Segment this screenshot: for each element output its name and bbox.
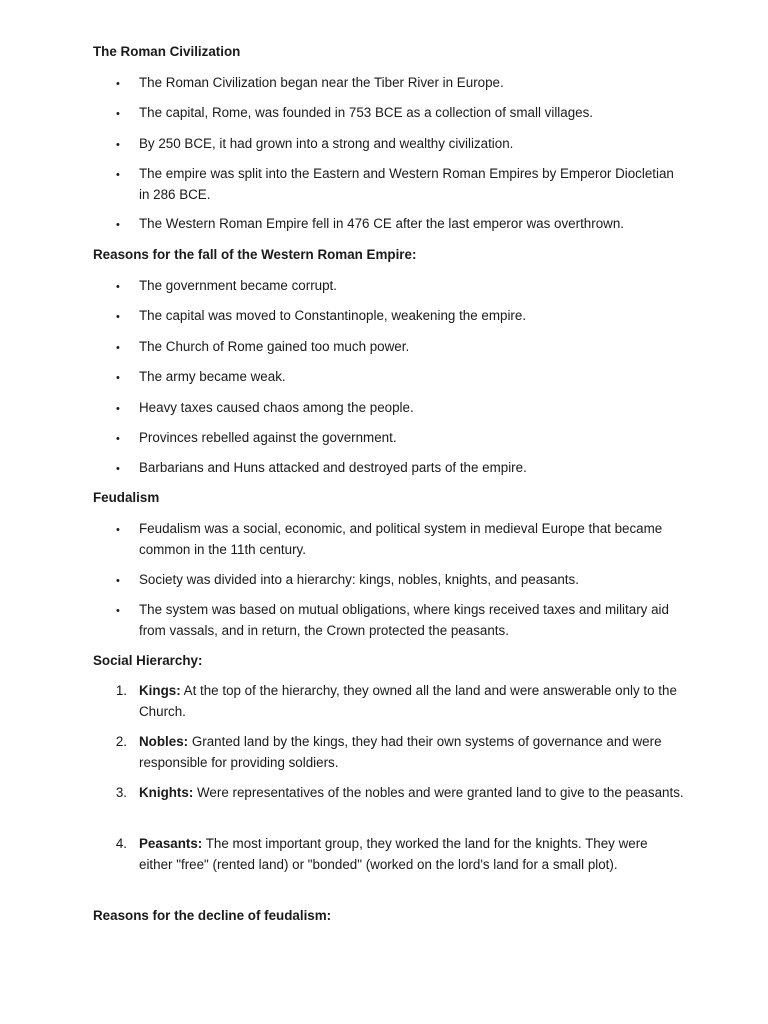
term-label: Nobles: (139, 734, 189, 749)
list-item-text: Kings: At the top of the hierarchy, they owned all the land and were answerable only to the Church. (139, 683, 677, 719)
heading-social-hierarchy: Social Hierarchy: (93, 653, 203, 668)
bullet-icon: • (116, 311, 120, 323)
bullet-icon: • (116, 342, 120, 354)
list-number: 2. (115, 734, 127, 749)
list-item-text: Society was divided into a hierarchy: kings, nobles, knights, and peasants. (139, 572, 579, 587)
bullet-icon: • (116, 524, 120, 536)
list-item-text: The army became weak. (139, 369, 286, 384)
list-item-text: Feudalism was a social, economic, and political system in medieval Europe that became common in the 11th century. (139, 521, 663, 557)
bullet-icon: • (116, 372, 120, 384)
list-item-text: The capital, Rome, was founded in 753 BCE as a collection of small villages. (139, 105, 594, 120)
bullet-icon: • (116, 575, 120, 587)
term-label: Peasants: (139, 836, 203, 851)
list-item-text: The system was based on mutual obligations, where kings received taxes and military aid from vassals, and in return, the Crown protected the peasants. (139, 602, 669, 638)
list-item-text: Heavy taxes caused chaos among the people. (139, 400, 414, 415)
list-item-text: By 250 BCE, it had grown into a strong and wealthy civilization. (139, 136, 514, 151)
heading-roman-civilization: The Roman Civilization (93, 44, 241, 59)
bullet-icon: • (116, 169, 120, 181)
list-item-text: The capital was moved to Constantinople, weakening the empire. (139, 308, 527, 323)
bullet-icon: • (116, 139, 120, 151)
term-label: Kings: (139, 683, 181, 698)
bullet-icon: • (116, 605, 120, 617)
heading-feudalism: Feudalism (93, 490, 160, 505)
list-item-text: Nobles: Granted land by the kings, they had their own systems of governance and were responsible for providing soldiers. (139, 734, 662, 770)
list-item-text: The Church of Rome gained too much power. (139, 339, 410, 354)
bullet-icon: • (116, 219, 120, 231)
list-item-text: The government became corrupt. (139, 278, 337, 293)
bullet-icon: • (116, 403, 120, 415)
list-item-text: Knights: Were representatives of the nobles and were granted land to give to the peasants. (139, 785, 684, 800)
list-item-text: Provinces rebelled against the government. (139, 430, 397, 445)
bullet-icon: • (116, 78, 120, 90)
list-number: 3. (115, 785, 127, 800)
list-number: 1. (115, 683, 127, 698)
heading-decline-of-feudalism: Reasons for the decline of feudalism: (93, 908, 332, 923)
list-item-text: Peasants: The most important group, they worked the land for the knights. They were either "free" (rented land) or "bonded" (worked on the lord's land for a small plot). (139, 836, 648, 872)
bullet-icon: • (116, 108, 120, 120)
list-item-text: Barbarians and Huns attacked and destroyed parts of the empire. (139, 460, 527, 475)
list-item-text: The Roman Civilization began near the Tiber River in Europe. (139, 75, 504, 90)
list-item-text: The empire was split into the Eastern and Western Roman Empires by Emperor Diocletian in 286 BCE. (139, 166, 674, 202)
bullet-icon: • (116, 463, 120, 475)
heading-fall-of-western-empire: Reasons for the fall of the Western Roman Empire: (93, 247, 417, 262)
bullet-icon: • (116, 433, 120, 445)
term-label: Knights: (139, 785, 194, 800)
bullet-icon: • (116, 281, 120, 293)
list-item-text: The Western Roman Empire fell in 476 CE after the last emperor was overthrown. (139, 216, 624, 231)
list-number: 4. (115, 836, 127, 851)
